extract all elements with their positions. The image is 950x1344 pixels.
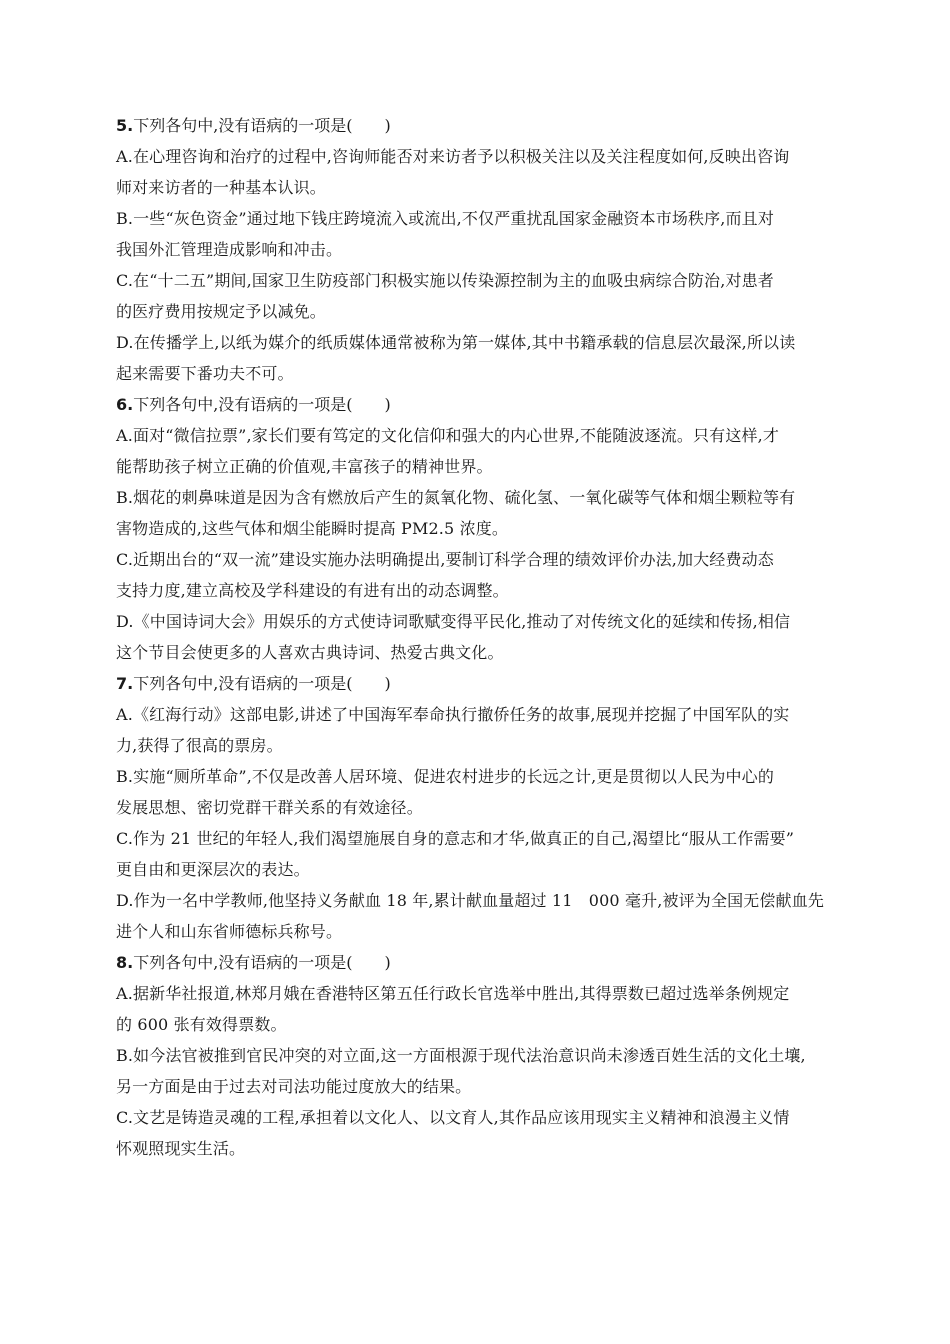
option-line: C.文艺是铸造灵魂的工程,承担着以文化人、以文育人,其作品应该用现实主义精神和浪漫主义情: [116, 1108, 790, 1127]
question-text: 下列各句中,没有语病的一项是( ): [133, 395, 391, 414]
option-line: 怀观照现实生活。: [116, 1139, 246, 1158]
question-stem: [116, 110, 836, 141]
question-text: 下列各句中,没有语病的一项是( ): [133, 674, 391, 693]
option-line: 更自由和更深层次的表达。: [116, 860, 310, 879]
option-line: B.如今法官被推到官民冲突的对立面,这一方面根源于现代法治意识尚未渗透百姓生活的文化土壤,: [116, 1046, 806, 1065]
option-line: C.近期出台的“双一流”建设实施办法明确提出,要制订科学合理的绩效评价办法,加大经费动态: [116, 550, 774, 569]
option-line: 支持力度,建立高校及学科建设的有进有出的动态调整。: [116, 581, 509, 600]
option-line: B.一些“灰色资金”通过地下钱庄跨境流入或流出,不仅严重扰乱国家金融资本市场秩序,而且对: [116, 209, 774, 228]
option-line: C.作为 21 世纪的年轻人,我们渴望施展自身的意志和才华,做真正的自己,渴望比“服从工作需要”: [116, 829, 795, 848]
option-line: A.据新华社报道,林郑月娥在香港特区第五任行政长官选举中胜出,其得票数已超过选举条例规定: [116, 984, 790, 1003]
question-5: [116, 110, 836, 389]
question-stem: [116, 668, 836, 699]
option-line: B.实施“厕所革命”,不仅是改善人居环境、促进农村进步的长远之计,更是贯彻以人民为中心的: [116, 767, 774, 786]
question-8: [116, 947, 836, 1164]
question-number: 7.: [116, 674, 134, 693]
option-line: D.作为一名中学教师,他坚持义务献血 18 年,累计献血量超过 11 000 毫升,被评为全国无偿献血先: [116, 891, 825, 910]
option-line: C.在“十二五”期间,国家卫生防疫部门积极实施以传染源控制为主的血吸虫病综合防治,对患者: [116, 271, 774, 290]
question-stem: [116, 947, 836, 978]
option-line: 我国外汇管理造成影响和冲击。: [116, 240, 343, 259]
option-line: D.《中国诗词大会》用娱乐的方式使诗词歌赋变得平民化,推动了对传统文化的延续和传扬,相信: [116, 612, 791, 631]
option-line: 另一方面是由于过去对司法功能过度放大的结果。: [116, 1077, 472, 1096]
option-line: 力,获得了很高的票房。: [116, 736, 283, 755]
question-number: 6.: [116, 395, 134, 414]
option-line: 害物造成的,这些气体和烟尘能瞬时提高 PM2.5 浓度。: [116, 519, 509, 538]
option-line: 这个节目会使更多的人喜欢古典诗词、热爱古典文化。: [116, 643, 504, 662]
option-line: 的 600 张有效得票数。: [116, 1015, 287, 1034]
question-stem: [116, 389, 836, 420]
question-text: 下列各句中,没有语病的一项是( ): [133, 116, 391, 135]
option-line: 起来需要下番功夫不可。: [116, 364, 294, 383]
option-line: 的医疗费用按规定予以减免。: [116, 302, 326, 321]
question-number: 8.: [116, 953, 134, 972]
option-line: D.在传播学上,以纸为媒介的纸质媒体通常被称为第一媒体,其中书籍承载的信息层次最深,所以读: [116, 333, 796, 352]
question-number: 5.: [116, 116, 134, 135]
question-text: 下列各句中,没有语病的一项是( ): [133, 953, 391, 972]
question-6: [116, 389, 836, 668]
option-line: 进个人和山东省师德标兵称号。: [116, 922, 343, 941]
option-line: A.在心理咨询和治疗的过程中,咨询师能否对来访者予以积极关注以及关注程度如何,反映出咨询: [116, 147, 790, 166]
question-7: [116, 668, 836, 947]
document-page: [116, 110, 836, 1164]
option-line: A.《红海行动》这部电影,讲述了中国海军奉命执行撤侨任务的故事,展现并挖掘了中国军队的实: [116, 705, 790, 724]
option-line: B.烟花的刺鼻味道是因为含有燃放后产生的氮氧化物、硫化氢、一氧化碳等气体和烟尘颗粒等有: [116, 488, 796, 507]
option-line: 师对来访者的一种基本认识。: [116, 178, 326, 197]
option-line: 能帮助孩子树立正确的价值观,丰富孩子的精神世界。: [116, 457, 493, 476]
option-line: 发展思想、密切党群干群关系的有效途径。: [116, 798, 423, 817]
option-line: A.面对“微信拉票”,家长们要有笃定的文化信仰和强大的内心世界,不能随波逐流。只有这样,才: [116, 426, 780, 445]
